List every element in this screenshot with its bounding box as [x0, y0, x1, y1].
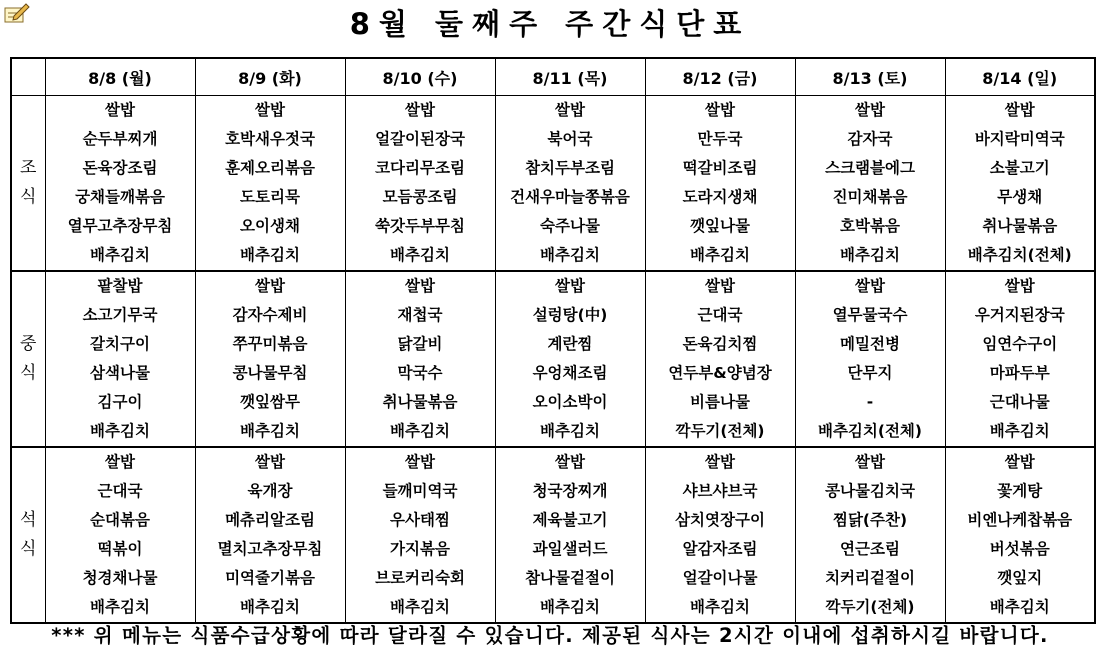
dish-item: 호박새우젓국 — [225, 130, 315, 148]
dish-item: 깻잎쌈무 — [240, 393, 300, 411]
dish-item: 쌀밥 — [255, 277, 285, 295]
dish-item: 북어국 — [547, 130, 593, 148]
dish-item: 참치두부조림 — [525, 159, 615, 177]
dish-item: 배추김치 — [390, 246, 450, 264]
dish-item: 김구이 — [97, 393, 143, 411]
dish-item: 배추김치 — [690, 246, 750, 264]
dish-item: 쌀밥 — [705, 453, 735, 471]
dish-item: 배추김치 — [240, 246, 300, 264]
dish-item: 쌀밥 — [405, 453, 435, 471]
dish-item: 근대국 — [697, 306, 743, 324]
meal-row — [11, 447, 1095, 623]
menu-cell — [795, 447, 945, 623]
dish-item: 들깨미역국 — [382, 482, 458, 500]
dish-item: 배추김치 — [690, 598, 750, 616]
dish-item: 순두부찌개 — [82, 130, 158, 148]
dish-item: 열무물국수 — [832, 306, 908, 324]
dish-item: 쌀밥 — [1004, 277, 1035, 295]
dish-item: - — [866, 393, 874, 411]
dish-item: 팥찰밥 — [97, 277, 143, 295]
dish-item: 소불고기 — [989, 159, 1050, 177]
menu-cell — [645, 96, 795, 272]
dish-item: 건새우마늘쫑볶음 — [510, 188, 630, 206]
dish-item: 근대나물 — [989, 393, 1050, 411]
dish-item: 연두부&양념장 — [668, 364, 772, 382]
dish-item: 배추김치 — [989, 422, 1050, 440]
dish-item: 참나물겉절이 — [525, 569, 615, 587]
menu-cell — [945, 96, 1095, 272]
dish-item: 막국수 — [397, 364, 443, 382]
dish-item: 쌀밥 — [1004, 453, 1035, 471]
menu-cell — [45, 96, 195, 272]
dish-item: 배추김치 — [540, 422, 600, 440]
day-header: 8/11 (목) — [495, 58, 645, 96]
dish-item: 열무고추장무침 — [67, 217, 173, 235]
dish-item: 배추김치 — [989, 598, 1050, 616]
dish-item: 근대국 — [97, 482, 143, 500]
dish-item: 배추김치 — [90, 422, 150, 440]
dish-item: 깻잎지 — [997, 569, 1043, 587]
dish-item: 쌀밥 — [855, 453, 885, 471]
footer-note: *** 위 메뉴는 식품수급상황에 따라 달라질 수 있습니다. 제공된 식사는 2시간 이내에 섭취하시길 바랍니다. — [51, 624, 1049, 647]
day-header: 8/13 (토) — [795, 58, 945, 96]
dish-item: 배추김치 — [540, 598, 600, 616]
menu-cell — [195, 96, 345, 272]
meal-label-char: 중 — [20, 334, 37, 354]
dish-item: 쑥갓두부무침 — [375, 217, 465, 235]
day-header: 8/14 (일) — [945, 58, 1095, 96]
dish-item: 우엉채조림 — [532, 364, 608, 382]
menu-cell — [795, 96, 945, 272]
weekly-menu-table — [10, 57, 1096, 624]
dish-item: 닭갈비 — [397, 335, 443, 353]
dish-item: 배추김치 — [90, 598, 150, 616]
dish-item: 쌀밥 — [855, 277, 885, 295]
dish-item: 순대볶음 — [90, 511, 150, 529]
dish-item: 쌀밥 — [705, 277, 735, 295]
dish-item: 오이생채 — [240, 217, 300, 235]
dish-item: 갈치구이 — [90, 335, 150, 353]
dish-item: 계란찜 — [547, 335, 593, 353]
dish-item: 치커리겉절이 — [825, 569, 915, 587]
dish-item: 스크램블에그 — [825, 159, 915, 177]
dish-item: 쌀밥 — [1004, 101, 1035, 119]
dish-item: 비엔나케찹볶음 — [967, 511, 1073, 529]
dish-item: 취나물볶음 — [382, 393, 458, 411]
day-header: 8/9 (화) — [195, 58, 345, 96]
dish-item: 콩나물무침 — [232, 364, 308, 382]
menu-cell — [195, 271, 345, 447]
dish-item: 단무지 — [847, 364, 893, 382]
dish-item: 배추김치(전체) — [967, 246, 1072, 264]
dish-item: 육개장 — [247, 482, 293, 500]
dish-item: 모듬콩조림 — [382, 188, 458, 206]
dish-item: 콩나물김치국 — [825, 482, 915, 500]
dish-item: 쌀밥 — [405, 277, 435, 295]
dish-item: 임연수구이 — [982, 335, 1058, 353]
dish-item: 배추김치 — [840, 246, 900, 264]
day-header: 8/10 (수) — [345, 58, 495, 96]
day-header-row — [11, 58, 1095, 96]
dish-item: 소고기무국 — [82, 306, 158, 324]
meal-label-char: 석 — [20, 510, 37, 530]
day-header: 8/12 (금) — [645, 58, 795, 96]
dish-item: 꽃게탕 — [997, 482, 1043, 500]
dish-item: 샤브샤브국 — [682, 482, 758, 500]
menu-cell — [795, 271, 945, 447]
dish-item: 배추김치 — [390, 598, 450, 616]
dish-item: 깻잎나물 — [690, 217, 750, 235]
dish-item: 오이소박이 — [532, 393, 608, 411]
menu-cell — [495, 271, 645, 447]
dish-item: 가지볶음 — [390, 540, 450, 558]
dish-item: 제육불고기 — [532, 511, 608, 529]
meal-label — [11, 271, 45, 447]
dish-item: 청국장찌개 — [532, 482, 608, 500]
dish-item: 코다리무조림 — [375, 159, 465, 177]
dish-item: 삼치엿장구이 — [675, 511, 765, 529]
dish-item: 마파두부 — [989, 364, 1050, 382]
dish-item: 무생채 — [997, 188, 1043, 206]
meal-label — [11, 96, 45, 272]
meal-label-char: 식 — [20, 187, 37, 207]
meal-row — [11, 96, 1095, 272]
dish-item: 청경채나물 — [82, 569, 158, 587]
meal-label-char: 조 — [20, 158, 37, 178]
dish-item: 깍두기(전체) — [675, 422, 765, 440]
dish-item: 비름나물 — [690, 393, 750, 411]
dish-item: 도토리묵 — [240, 188, 300, 206]
dish-item: 배추김치 — [540, 246, 600, 264]
menu-cell — [495, 447, 645, 623]
dish-item: 쌀밥 — [105, 453, 135, 471]
dish-item: 브로커리숙회 — [375, 569, 465, 587]
dish-item: 메츄리알조림 — [225, 511, 315, 529]
dish-item: 연근조림 — [840, 540, 900, 558]
dish-item: 만두국 — [697, 130, 743, 148]
dish-item: 재첩국 — [397, 306, 443, 324]
dish-item: 쌀밥 — [555, 453, 585, 471]
dish-item: 돈육김치찜 — [682, 335, 758, 353]
dish-item: 버섯볶음 — [989, 540, 1050, 558]
dish-item: 메밀전병 — [840, 335, 900, 353]
dish-item: 배추김치(전체) — [817, 422, 922, 440]
page-title: 8월 둘째주 주간식단표 — [349, 7, 751, 41]
dish-item: 바지락미역국 — [974, 130, 1065, 148]
menu-cell — [945, 447, 1095, 623]
menu-cell — [345, 447, 495, 623]
dish-item: 삼색나물 — [90, 364, 150, 382]
dish-item: 우거지된장국 — [974, 306, 1065, 324]
menu-cell — [495, 96, 645, 272]
meal-label-char: 식 — [20, 363, 37, 383]
menu-cell — [345, 271, 495, 447]
dish-item: 훈제오리볶음 — [225, 159, 315, 177]
dish-item: 떡볶이 — [97, 540, 143, 558]
dish-item: 떡갈비조림 — [682, 159, 758, 177]
dish-item: 찜닭(주찬) — [832, 511, 908, 529]
dish-item: 쌀밥 — [255, 101, 285, 119]
dish-item: 배추김치 — [240, 422, 300, 440]
dish-item: 쭈꾸미볶음 — [232, 335, 308, 353]
dish-item: 배추김치 — [90, 246, 150, 264]
dish-item: 배추김치 — [390, 422, 450, 440]
meal-label — [11, 447, 45, 623]
menu-cell — [45, 447, 195, 623]
menu-cell — [45, 271, 195, 447]
dish-item: 감자수제비 — [232, 306, 308, 324]
dish-item: 궁채들깨볶음 — [75, 188, 165, 206]
dish-item: 얼갈이된장국 — [375, 130, 465, 148]
dish-item: 알감자조림 — [682, 540, 758, 558]
dish-item: 멸치고추장무침 — [217, 540, 323, 558]
day-header: 8/8 (월) — [45, 58, 195, 96]
menu-cell — [345, 96, 495, 272]
meal-label-char: 식 — [20, 539, 37, 559]
dish-item: 쌀밥 — [405, 101, 435, 119]
dish-item: 깍두기(전체) — [825, 598, 915, 616]
dish-item: 취나물볶음 — [982, 217, 1058, 235]
header-corner-cell — [11, 58, 45, 96]
dish-item: 과일샐러드 — [532, 540, 608, 558]
dish-item: 설렁탕(中) — [532, 306, 608, 324]
meal-row — [11, 271, 1095, 447]
dish-item: 우사태찜 — [390, 511, 450, 529]
dish-item: 도라지생채 — [682, 188, 758, 206]
dish-item: 쌀밥 — [555, 277, 585, 295]
dish-item: 쌀밥 — [855, 101, 885, 119]
menu-cell — [645, 447, 795, 623]
dish-item: 배추김치 — [240, 598, 300, 616]
dish-item: 쌀밥 — [705, 101, 735, 119]
menu-cell — [195, 447, 345, 623]
dish-item: 얼갈이나물 — [682, 569, 758, 587]
dish-item: 쌀밥 — [255, 453, 285, 471]
menu-cell — [945, 271, 1095, 447]
dish-item: 진미채볶음 — [832, 188, 908, 206]
dish-item: 감자국 — [847, 130, 893, 148]
dish-item: 쌀밥 — [555, 101, 585, 119]
menu-cell — [645, 271, 795, 447]
dish-item: 숙주나물 — [540, 217, 600, 235]
dish-item: 쌀밥 — [105, 101, 135, 119]
dish-item: 호박볶음 — [840, 217, 900, 235]
dish-item: 미역줄기볶음 — [225, 569, 315, 587]
dish-item: 돈육장조림 — [82, 159, 158, 177]
